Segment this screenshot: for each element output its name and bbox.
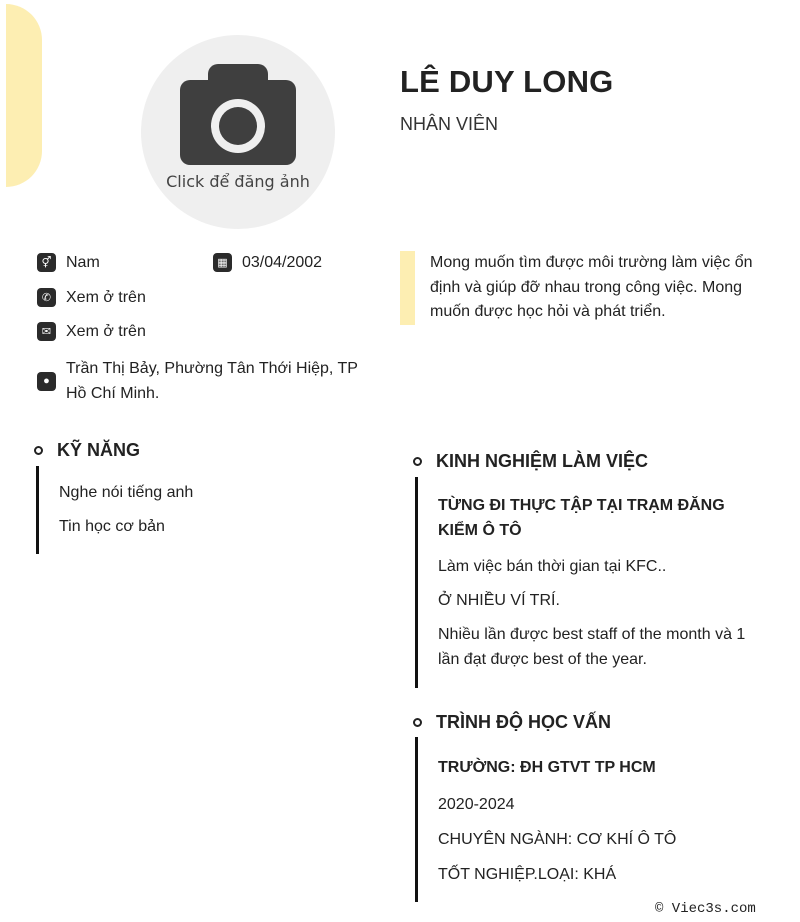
bullet-icon (34, 446, 43, 455)
experience-list (415, 477, 765, 688)
info-address (37, 356, 377, 406)
skills-title-text: KỸ NĂNG (57, 440, 141, 460)
experience-heading: TỪNG ĐI THỰC TẬP TẠI TRẠM ĐĂNG KIỂM Ô TÔ (438, 497, 725, 539)
copyright-footer: © Viec3s.com (655, 901, 756, 917)
info-phone (37, 288, 146, 307)
phone-value: Xem ở trên (66, 288, 146, 306)
calendar-icon: ▦ (213, 253, 232, 272)
gender-icon: ⚥ (37, 253, 56, 272)
gender-value: Nam (66, 253, 100, 271)
education-item: TỐT NGHIỆP.LOẠI: KHÁ (438, 866, 617, 883)
info-dob (213, 253, 322, 272)
location-icon: ● (37, 372, 56, 391)
experience-item: Làm việc bán thời gian tại KFC.. (438, 558, 667, 575)
candidate-position: NHÂN VIÊN (400, 114, 499, 134)
email-icon: ✉ (37, 322, 56, 341)
education-item: CHUYÊN NGÀNH: CƠ KHÍ Ô TÔ (438, 831, 677, 848)
info-gender (37, 253, 100, 272)
skills-list (36, 466, 366, 554)
camera-lens-icon (211, 99, 265, 153)
dob-value: 03/04/2002 (242, 253, 323, 271)
skill-item: Nghe nói tiếng anh (59, 484, 194, 501)
education-section-title (413, 712, 611, 733)
phone-icon: ✆ (37, 288, 56, 307)
experience-title-text: KINH NGHIỆM LÀM VIỆC (436, 451, 649, 471)
skill-item: Tin học cơ bản (59, 518, 165, 535)
experience-section-title (413, 451, 648, 472)
skills-section-title (34, 440, 140, 461)
info-email (37, 322, 146, 341)
education-title-text: TRÌNH ĐỘ HỌC VẤN (436, 712, 611, 732)
education-item: 2020-2024 (438, 796, 515, 813)
decorative-accent-shape (6, 4, 42, 187)
objective-text: Mong muốn tìm được môi trường làm việc ổn định và giúp đỡ nhau trong công việc. Mong muốn được học hỏi và phát triển. (430, 254, 753, 320)
bullet-icon (413, 457, 422, 466)
career-objective (400, 251, 780, 325)
email-value: Xem ở trên (66, 322, 146, 340)
education-heading: TRƯỜNG: ĐH GTVT TP HCM (438, 759, 656, 776)
candidate-name: LÊ DUY LONG (400, 64, 614, 99)
avatar-upload-label: Click để đăng ảnh (166, 172, 310, 191)
experience-item: Nhiều lần được best staff of the month và 1 lần đạt được best of the year. (438, 626, 746, 668)
bullet-icon (413, 718, 422, 727)
avatar-upload[interactable] (141, 35, 335, 229)
objective-accent-bar (400, 251, 415, 325)
education-list (415, 737, 765, 902)
experience-item: Ở NHIỀU VÍ TRÍ. (438, 592, 560, 609)
address-value: Trần Thị Bảy, Phường Tân Thới Hiệp, TP Hồ Chí Minh. (66, 360, 358, 402)
